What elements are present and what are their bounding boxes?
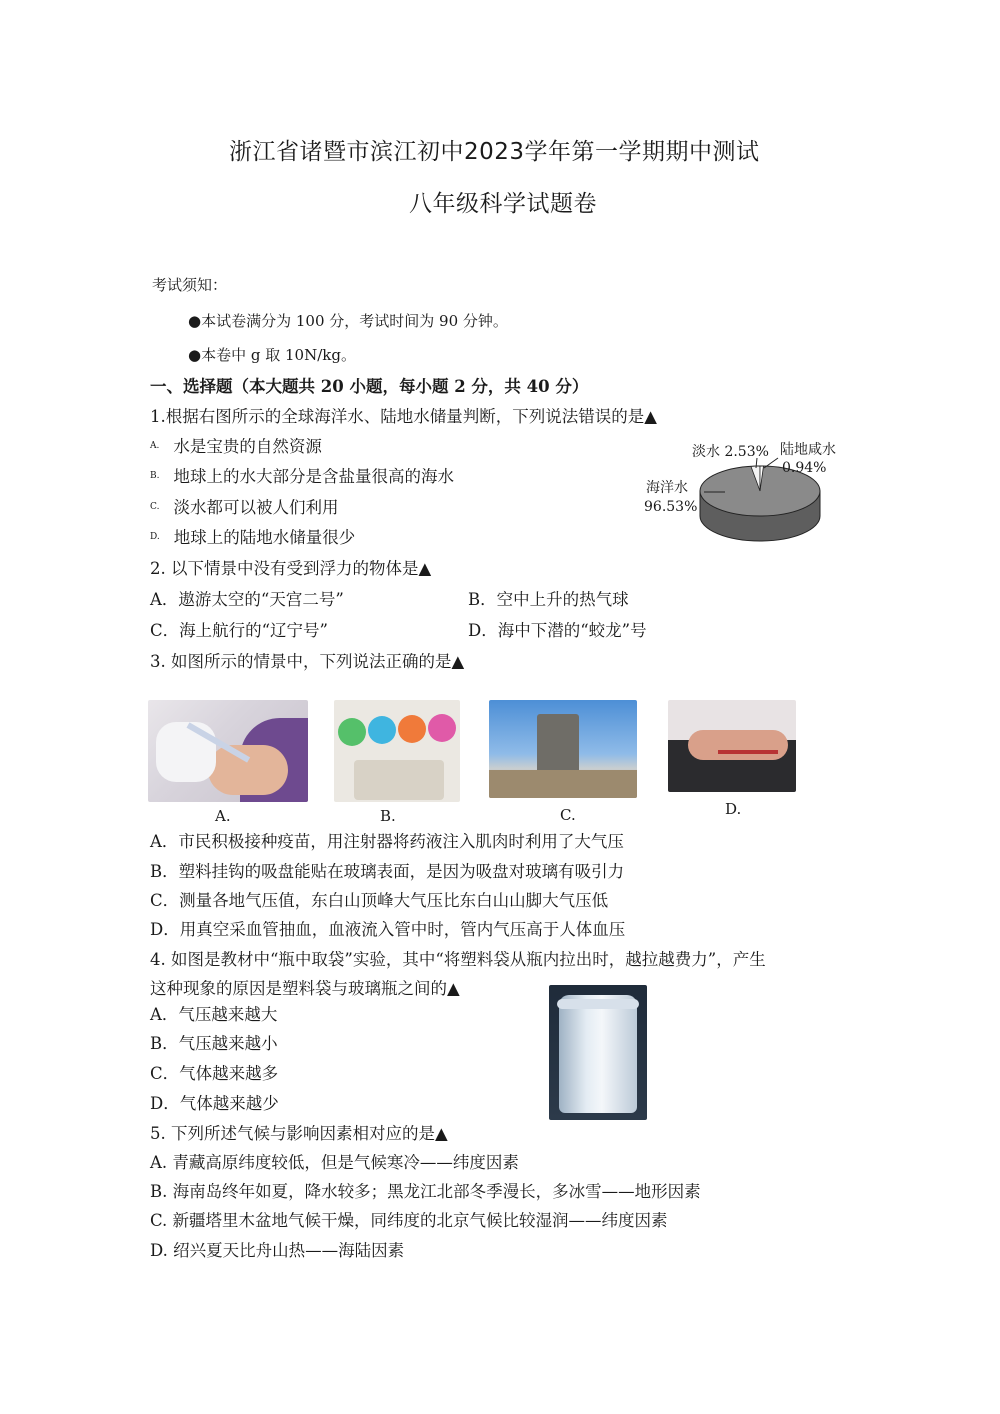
- question-2-stem: 2. 以下情景中没有受到浮力的物体是▲: [150, 559, 432, 578]
- photo-vaccine-injection: [148, 700, 308, 802]
- blood-tube-shape: [718, 750, 778, 754]
- question-5-option-a: A. 青藏高原纬度较低，但是气候寒冷——纬度因素: [150, 1153, 519, 1172]
- option-text: 地球上的陆地水储量很少: [173, 528, 356, 547]
- question-4-option-c: C．气体越来越多: [150, 1064, 279, 1083]
- question-3-stem: 3. 如图所示的情景中，下列说法正确的是▲: [150, 652, 465, 671]
- question-1-option-d: [150, 524, 355, 548]
- jar-rim-shape: [557, 999, 639, 1009]
- hook-cup-pink: [428, 714, 456, 742]
- photo-suction-hooks: [334, 700, 460, 802]
- glove-shape: [156, 722, 216, 782]
- page-title: 浙江省诸暨市滨江初中2023学年第一学期期中测试: [229, 139, 760, 165]
- pie-label-ocean: 海洋水: [646, 480, 688, 496]
- question-2-option-c: C．海上航行的“辽宁号”: [150, 621, 328, 640]
- photo-caption-b: B.: [380, 807, 396, 825]
- notice-item: ●本试卷满分为 100 分，考试时间为 90 分钟。: [188, 312, 508, 330]
- question-5-option-d: D. 绍兴夏天比舟山热——海陆因素: [150, 1241, 405, 1260]
- water-pie-chart: [630, 436, 870, 571]
- pie-value-ocean: 96.53%: [644, 499, 698, 515]
- question-4-option-a: A．气压越来越大: [150, 1005, 278, 1024]
- option-text: 淡水都可以被人们利用: [173, 498, 339, 517]
- photo-blood-draw: [668, 700, 796, 792]
- question-1-stem: 1.根据右图所示的全球海洋水、陆地水储量判断，下列说法错误的是▲: [150, 407, 657, 426]
- photo-jar-bag-experiment: [549, 985, 647, 1120]
- summit-stone: [537, 714, 579, 774]
- page-subtitle: 八年级科学试题卷: [409, 191, 597, 217]
- question-4-option-d: D．气体越来越少: [150, 1094, 279, 1113]
- option-letter: A.: [150, 441, 160, 451]
- question-3-option-c: C．测量各地气压值，东白山顶峰大气压比东白山山脚大气压低: [150, 891, 609, 910]
- notice-heading: 考试须知：: [152, 276, 228, 294]
- question-5-option-b: B. 海南岛终年如夏，降水较多；黑龙江北部冬季漫长，多冰雪——地形因素: [150, 1182, 701, 1201]
- glass-jar-shape: [559, 995, 637, 1113]
- question-1-option-b: [150, 463, 454, 487]
- question-5-option-c: C. 新疆塔里木盆地气候干燥，同纬度的北京气候比较湿润——纬度因素: [150, 1211, 668, 1230]
- question-2-option-a: A．遨游太空的“天宫二号”: [150, 590, 344, 609]
- pie-label-fresh: 淡水 2.53%: [692, 444, 769, 460]
- question-4-stem-line-1: 4. 如图是教材中“瓶中取袋”实验，其中“将塑料袋从瓶内拉出时，越拉越费力”，产生: [150, 950, 766, 969]
- rocky-ground: [489, 770, 637, 798]
- pie-value-land-salt: 0.94%: [782, 460, 827, 476]
- hanging-items: [354, 760, 444, 800]
- notice-item: ●本卷中 g 取 10N/kg。: [188, 346, 356, 364]
- question-4-stem-line-2: 这种现象的原因是塑料袋与玻璃瓶之间的▲: [150, 979, 460, 998]
- pie-label-land-salt: 陆地咸水: [780, 442, 836, 458]
- hook-cup-orange: [398, 715, 426, 743]
- option-letter: C.: [150, 502, 160, 512]
- hook-cup-green: [338, 718, 366, 746]
- section-heading: 一、选择题（本大题共 20 小题，每小题 2 分，共 40 分）: [150, 377, 589, 396]
- question-2-option-d: D．海中下潜的“蛟龙”号: [468, 621, 647, 640]
- option-text: 地球上的水大部分是含盐量很高的海水: [173, 467, 454, 486]
- question-5-stem: 5. 下列所述气候与影响因素相对应的是▲: [150, 1124, 448, 1143]
- option-letter: D.: [150, 532, 160, 542]
- question-2-option-b: B．空中上升的热气球: [468, 590, 629, 609]
- question-4-option-b: B．气压越来越小: [150, 1034, 278, 1053]
- photo-caption-d: D.: [725, 800, 742, 818]
- option-text: 水是宝贵的自然资源: [173, 437, 322, 456]
- question-3-option-b: B．塑料挂钩的吸盘能贴在玻璃表面，是因为吸盘对玻璃有吸引力: [150, 862, 625, 881]
- hook-cup-blue: [368, 716, 396, 744]
- question-3-option-a: A．市民积极接种疫苗，用注射器将药液注入肌肉时利用了大气压: [150, 832, 624, 851]
- question-3-option-d: D．用真空采血管抽血，血液流入管中时，管内气压高于人体血压: [150, 920, 626, 939]
- option-letter: B.: [150, 471, 160, 481]
- question-1-option-c: [150, 494, 338, 518]
- photo-mountain-summit: [489, 700, 637, 798]
- photo-caption-c: C.: [560, 806, 576, 824]
- arm-shape: [688, 730, 788, 760]
- arm-shape: [208, 745, 288, 795]
- photo-caption-a: A.: [215, 807, 231, 825]
- question-1-option-a: [150, 433, 322, 457]
